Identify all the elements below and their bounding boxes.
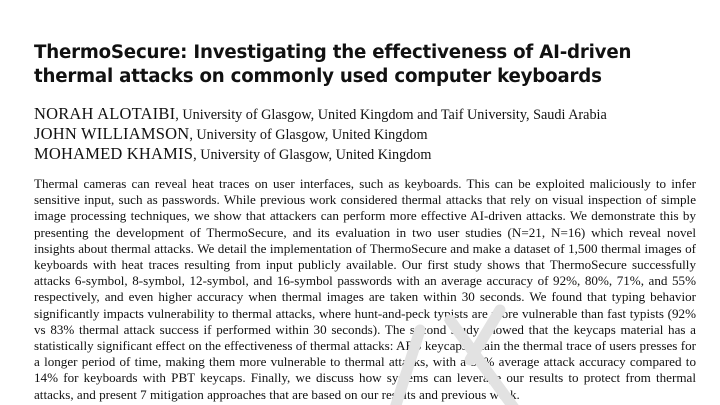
author-affiliation: , University of Glasgow, United Kingdom	[193, 147, 432, 163]
author-entry	[34, 104, 694, 124]
author-entry	[34, 124, 694, 144]
author-list	[34, 104, 694, 164]
abstract-paragraph: Thermal cameras can reveal heat traces on user interfaces, such as keyboards. This can be exploited maliciously to infer sensitive input, such as passwords. While previous work considered thermal attacks that rely on visual inspection of simple image processing techniques, we show that attackers can perform more effective AI-driven attacks. We demonstrate this by presenting the development of ThermoSecure, and its evaluation in two user studies (N=21, N=16) which reveal novel insights about thermal attacks. We detail the implementation of ThermoSecure and make a dataset of 1,500 thermal images of keyboards with heat traces resulting from input publicly available. Our first study shows that ThermoSecure successfully attacks 6-symbol, 8-symbol, 12-symbol, and 16-symbol passwords with an average accuracy of 92%, 80%, 71%, and 55% respectively, and even higher accuracy when thermal images are taken within 30 seconds. We found that typing behavior significantly impacts vulnerability to thermal attacks, where hunt-and-peck typists are more vulnerable than fast typists (92% vs 83% thermal attack success if performed within 30 seconds). The second study showed that the keycaps material has a statistically significant effect on the effectiveness of thermal attacks: ABS keycaps retain the thermal trace of users presses for a longer period of time, making them more vulnerable to thermal attacks, with a 52% average attack accuracy compared to 14% for keyboards with PBT keycaps. Finally, we discuss how systems can leverage our results to protect from thermal attacks, and present 7 mitigation approaches that are based on our results and previous work.	[34, 176, 696, 402]
author-affiliation: , University of Glasgow, United Kingdom and Taif University, Saudi Arabia	[175, 107, 607, 123]
author-affiliation: , University of Glasgow, United Kingdom	[189, 127, 428, 143]
author-name: JOHN WILLIAMSON	[34, 124, 190, 143]
author-name: NORAH ALOTAIBI	[34, 104, 176, 123]
author-entry	[34, 144, 694, 164]
paper-title: ThermoSecure: Investigating the effectiveness of AI-driven thermal attacks on commonly used computer keyboards	[34, 42, 632, 87]
author-name: MOHAMED KHAMIS	[34, 144, 194, 163]
